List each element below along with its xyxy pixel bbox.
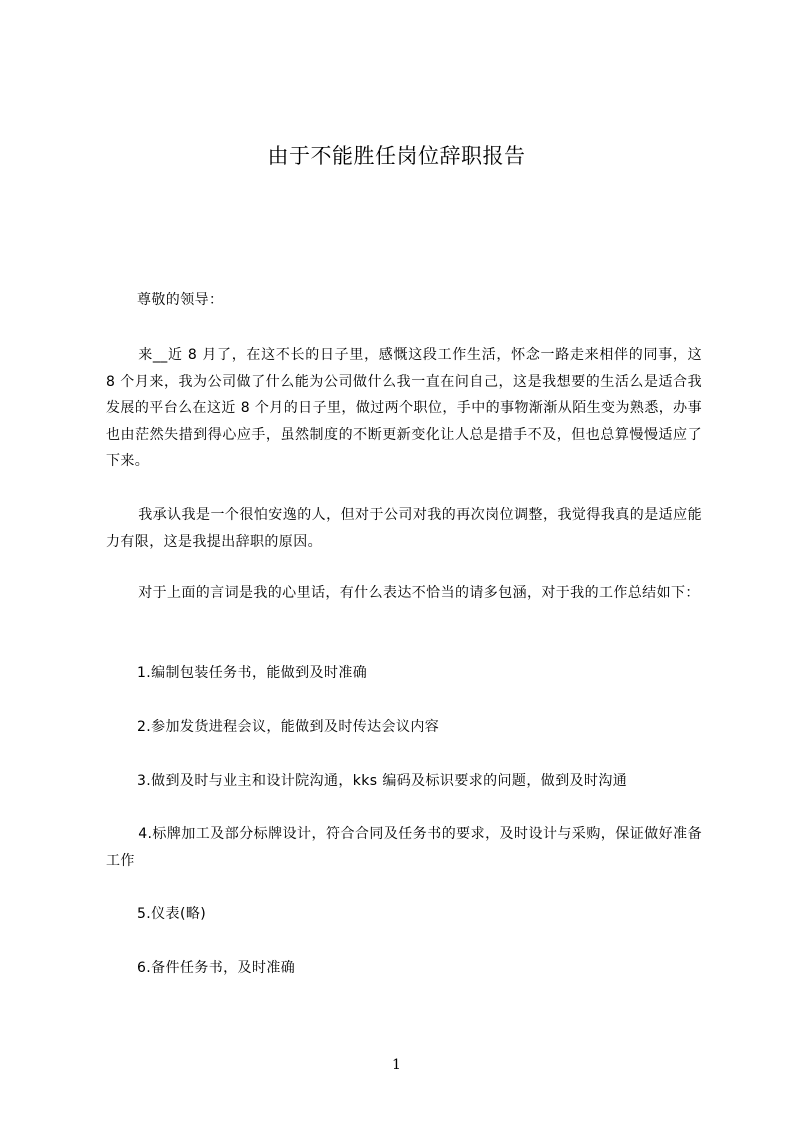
list-item: 3.做到及时与业主和设计院沟通，kks 编码及标识要求的问题，做到及时沟通 (137, 773, 628, 789)
paragraph-reason: 我承认我是一个很怕安逸的人，但对于公司对我的再次岗位调整，我觉得我真的是适应能力有限，这是我提出辞职的原因。 (106, 507, 702, 550)
document-title: 由于不能胜任岗位辞职报告 (267, 144, 526, 168)
list-item: 4.标牌加工及部分标牌设计，符合合同及任务书的要求，及时设计与采购，保证做好准备工作 (106, 826, 702, 869)
salutation: 尊敬的领导： (137, 292, 224, 308)
list-item: 2.参加发货进程会议，能做到及时传达会议内容 (137, 719, 440, 735)
list-item: 1.编制包装任务书，能做到及时准确 (137, 665, 368, 681)
page-number: 1 (392, 1057, 401, 1073)
list-item: 5.仪表(略) (137, 906, 207, 922)
paragraph-summary-lead: 对于上面的言词是我的心里话，有什么表达不恰当的请多包涵，对于我的工作总结如下： (138, 585, 700, 601)
paragraph-intro: 来__近 8 月了，在这不长的日子里，感慨这段工作生活，怀念一路走来相伴的同事，这 8 个月来，我为公司做了什么能为公司做什么我一直在问自己，这是我想要的生活么是适合我发展的平台么在这近 8 个月的日子里，做过两个职位，手中的事物渐渐从陌生变为熟悉，办事也由茫然失措到得心应手，虽然制度的不断更新变化让人总是措手不及，但也总算慢慢适应了下来。 (106, 347, 702, 469)
list-item: 6.备件任务书，及时准确 (137, 960, 296, 976)
